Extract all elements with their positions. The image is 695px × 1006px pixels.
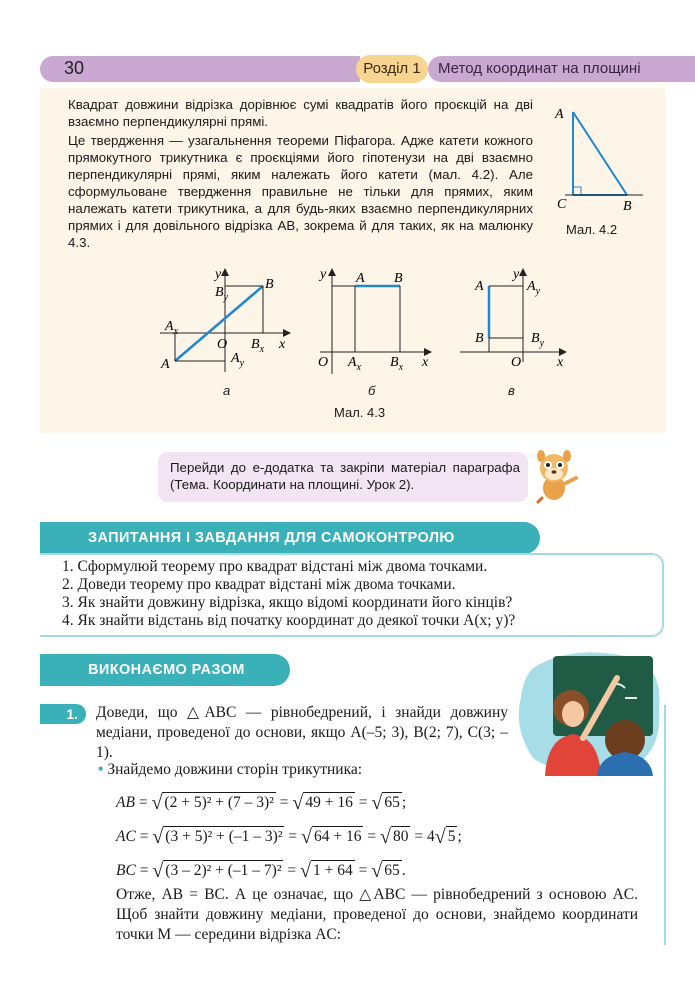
fig43a-ay: A: [231, 351, 240, 366]
svg-text:Ay: [526, 279, 541, 297]
eq-ac-inner: (3 + 5)² + (–1 – 3)²: [165, 828, 283, 845]
fig43b-y-label: y: [320, 267, 327, 282]
together-title: ВИКОНАЄМО РАЗОМ: [88, 662, 245, 678]
fig43a-by: B: [215, 285, 224, 300]
fig43b-ax-sub: x: [356, 362, 362, 373]
mascot-icon: [528, 448, 580, 504]
fig42-label-a: A: [555, 107, 564, 122]
svg-text:Ay: [230, 351, 245, 369]
eq-bc-r1: 1 + 64: [312, 862, 353, 879]
eq-ab-r1: 49 + 16: [305, 794, 353, 811]
task-number-badge: 1.: [40, 704, 86, 724]
eq-ac-lhs: AC: [116, 828, 136, 845]
question-1: 1. Сформулюй теорему про квадрат відстані між двома точками.: [62, 558, 488, 575]
fig43b-bx: B: [390, 355, 399, 370]
eq-bc-end: .: [401, 862, 406, 879]
fig43a-b: B: [265, 277, 274, 292]
theorem-explanation: Це твердження — узагальнення теореми Піфагора. Адже катети кожного прямокутного трикутника є проєкціями його гіпотенузи на дві взаємно перпендикулярні прямі, яким належать його катети (мал. 4.2). Але сформульоване твердження правильне не тільки для прямих, яким належать катети трикутника, а для будь-яких взаємно перпендикулярних прямих і для довільного відрізка AB, зокрема й для таких, як на малюнку 4.3.: [68, 133, 533, 250]
fig43-sub-c: в: [508, 383, 515, 398]
section-badge: Розділ 1: [356, 55, 428, 83]
fig43c-y-label: y: [513, 267, 520, 282]
fig43a-y-label: y: [215, 267, 222, 282]
equation-ab: AB = √ (2 + 5)² + (7 – 3)² = √ 49 + 16 = √ 65 ;: [116, 792, 407, 814]
fig43c-b: B: [475, 331, 484, 346]
fig43b-o: O: [318, 355, 329, 370]
fig43a-x-label: x: [279, 337, 286, 352]
eq-ab-inner: (2 + 5)² + (7 – 3)²: [164, 794, 274, 811]
svg-text:Bx: [251, 337, 265, 355]
solution-step-1-text: Знайдемо довжини сторін трикутника:: [107, 761, 363, 778]
svg-text:By: [531, 331, 545, 349]
fig43a-ax: A: [165, 319, 174, 334]
eq-ac-r1: 64 + 16: [313, 828, 362, 845]
eq-ac-end: ;: [457, 828, 462, 845]
fig43-sub-a: а: [223, 383, 231, 398]
fig43b-b: B: [394, 271, 403, 286]
fig43b-x-label: x: [422, 355, 429, 370]
svg-text:Bx: [390, 355, 404, 373]
solution-step-1: [98, 760, 362, 780]
fig43b-a: A: [356, 271, 365, 286]
fig43c-o: O: [511, 355, 522, 370]
eq-ab-r2: 65: [384, 794, 400, 811]
fig43c-ay-sub: y: [535, 286, 541, 297]
eq-ab-end: ;: [401, 794, 407, 811]
e-app-note-text: Перейди до е-додатка та закріпи матеріал параграфа (Тема. Координати на площині. Урок 2).: [170, 460, 520, 492]
eq-ac-r2: 80: [392, 828, 409, 845]
fig43a-by-sub: y: [223, 292, 229, 303]
classroom-illustration: [513, 648, 663, 776]
bullet-icon: •: [98, 761, 104, 778]
fig43a-ax-sub: x: [173, 326, 179, 337]
fig43a-o: O: [217, 337, 228, 352]
eq-ab-lhs: AB: [116, 794, 135, 811]
question-2: 2. Доведи теорему про квадрат відстані між двома точками.: [62, 576, 456, 593]
solution-side-line: [664, 705, 666, 945]
equation-ac: AC = √ (3 + 5)² + (–1 – 3)² = √ 64 + 16 = √ 80 = 4√ 5 ;: [116, 826, 462, 848]
fig43c-by-sub: y: [539, 338, 545, 349]
fig43b-bx-sub: x: [398, 362, 404, 373]
eq-bc-lhs: BC: [116, 862, 136, 879]
theorem-text: Квадрат довжини відрізка дорівнює сумі квадратів його проєкцій на дві взаємно перпендикулярні прямі.: [68, 97, 533, 129]
equation-bc: BC = √ (3 – 2)² + (–1 – 7)² = √ 1 + 64 = √ 65 .: [116, 860, 406, 882]
fig43a-bx: B: [251, 337, 260, 352]
task-statement: Доведи, що △ABC — рівнобедрений, і знайди довжину медіани, проведеної до основи, якщо A(–5; 3), B(2; 7), C(3; –1).: [96, 704, 508, 761]
question-4: 4. Як знайти відстань від початку координат до деякої точки A(x; y)?: [62, 612, 516, 629]
fig43c-ay: A: [527, 279, 536, 294]
figure-4-3c: [455, 262, 575, 382]
fig42-label-b: B: [623, 199, 632, 214]
figure-4-2: [545, 100, 655, 215]
fig43c-x-label: x: [557, 355, 564, 370]
figure-4-3a: [155, 262, 295, 382]
fig43c-a: A: [475, 279, 484, 294]
self-control-title: ЗАПИТАННЯ І ЗАВДАННЯ ДЛЯ САМОКОНТРОЛЮ: [88, 530, 455, 546]
header-bar-left: [40, 56, 360, 82]
svg-text:By: [215, 285, 229, 303]
solution-conclusion: Отже, AB = BC. А це означає, що △ABC — рівнобедрений з основою AC. Щоб знайти довжину медіани, проведеної до основи, знайдемо координати точки M — середини відрізка AC:: [116, 886, 638, 943]
eq-ac-r3a: 4: [426, 828, 435, 845]
eq-bc-r2: 65: [384, 862, 400, 879]
chapter-title: Метод координат на площині: [438, 60, 641, 77]
fig43-sub-b: б: [368, 383, 376, 398]
svg-text:Ax: [164, 319, 179, 337]
fig43a-a: A: [161, 357, 170, 372]
fig43c-by: B: [531, 331, 540, 346]
page-number: 30: [64, 58, 85, 78]
fig42-caption: Мал. 4.2: [566, 222, 618, 237]
svg-text:Ax: [347, 355, 362, 373]
eq-bc-inner: (3 – 2)² + (–1 – 7)²: [165, 862, 282, 879]
fig43a-bx-sub: x: [259, 344, 265, 355]
figure-4-3b: [310, 262, 440, 382]
eq-ac-r3b: 5: [447, 828, 456, 845]
question-3: 3. Як знайти довжину відрізка, якщо відомі координати його кінців?: [62, 594, 513, 611]
fig43-caption: Мал. 4.3: [334, 405, 386, 420]
fig43b-ax: A: [348, 355, 357, 370]
fig42-label-c: C: [557, 197, 567, 212]
fig43a-ay-sub: y: [239, 358, 245, 369]
